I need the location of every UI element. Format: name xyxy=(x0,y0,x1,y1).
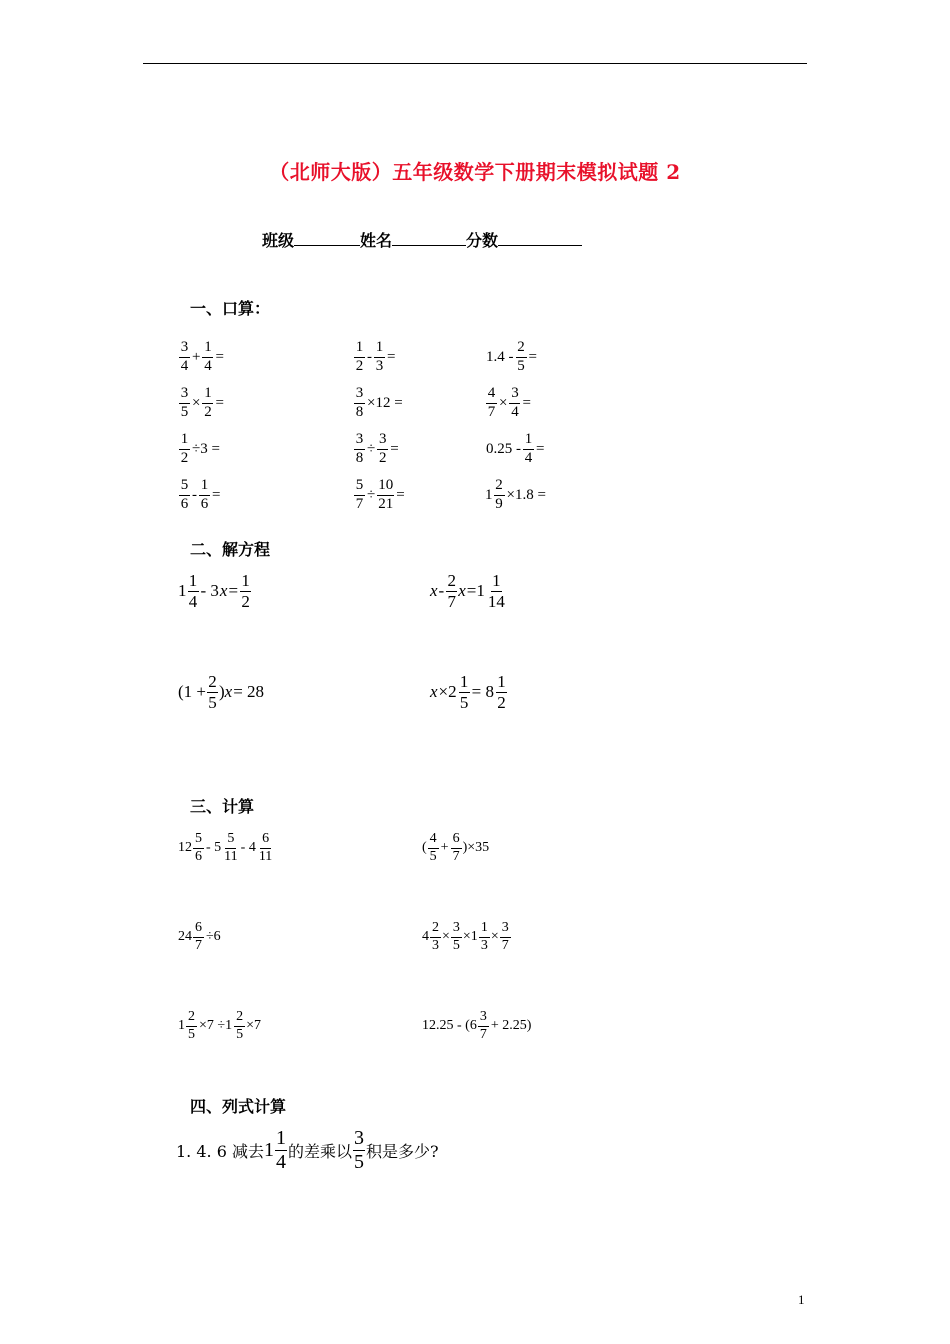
calc-item xyxy=(422,911,512,963)
math-term: 1 xyxy=(485,486,493,503)
word-problem-prefix: 1. 4. 6 减去 xyxy=(176,1141,264,1161)
denominator: 2 xyxy=(378,449,387,466)
fraction xyxy=(509,386,520,421)
numerator: 1 xyxy=(202,340,213,358)
calc-item xyxy=(178,911,222,963)
numerator: 2 xyxy=(447,570,456,590)
math-term: - 3 xyxy=(200,581,219,600)
equation-item xyxy=(178,666,265,718)
fraction xyxy=(275,1128,287,1173)
numerator: 5 xyxy=(354,478,365,496)
equation-item xyxy=(178,565,252,617)
denominator: 5 xyxy=(517,357,525,374)
math-term: = xyxy=(522,394,531,411)
math-term: )×35 xyxy=(462,840,490,855)
math-term: 4 xyxy=(422,929,429,944)
math-term: x xyxy=(430,682,438,701)
denominator: 7 xyxy=(447,591,456,611)
math-term: = xyxy=(387,348,396,365)
equation-item xyxy=(430,565,507,617)
math-term: ×7 xyxy=(246,1018,261,1033)
numerator: 1 xyxy=(241,570,250,590)
numerator: 3 xyxy=(179,386,190,404)
numerator: 3 xyxy=(377,432,388,450)
denominator: 3 xyxy=(480,937,488,953)
math-term: =1 xyxy=(466,581,485,600)
math-term: × xyxy=(192,394,201,411)
math-term: (1 + xyxy=(178,682,206,701)
fraction xyxy=(494,478,505,513)
numerator: 3 xyxy=(354,1126,364,1149)
oral-item xyxy=(353,469,406,521)
fraction xyxy=(446,572,457,611)
denominator: 14 xyxy=(487,591,505,611)
numerator: 2 xyxy=(208,671,217,691)
math-term: = xyxy=(215,348,224,365)
fraction xyxy=(377,432,388,467)
denominator: 5 xyxy=(429,848,437,864)
student-info-line xyxy=(262,228,582,251)
math-term: 1 xyxy=(178,1018,185,1033)
oral-item xyxy=(178,331,225,383)
math-term: = xyxy=(528,348,537,365)
equation-item xyxy=(430,666,508,718)
denominator: 7 xyxy=(355,495,364,512)
denominator: 5 xyxy=(180,403,189,420)
fraction xyxy=(179,340,190,375)
denominator: 4 xyxy=(275,1150,286,1173)
word-problem xyxy=(176,1124,439,1176)
oral-item xyxy=(353,331,396,383)
oral-item xyxy=(353,423,400,475)
numerator: 1 xyxy=(523,432,534,450)
numerator: 1 xyxy=(459,671,469,691)
math-term: - 5 xyxy=(206,840,222,855)
oral-item xyxy=(178,469,221,521)
math-term: - 4 xyxy=(240,840,256,855)
denominator: 4 xyxy=(180,357,189,374)
numerator: 1 xyxy=(188,570,198,590)
section-heading-oral: 一、口算： xyxy=(190,299,271,318)
page-number: 1 xyxy=(798,1292,805,1307)
denominator: 4 xyxy=(188,591,198,611)
fraction xyxy=(179,386,190,421)
math-term: × xyxy=(490,929,499,944)
numerator: 1 xyxy=(374,340,385,358)
numerator: 6 xyxy=(193,921,204,938)
fraction xyxy=(193,832,204,864)
math-term: × xyxy=(499,394,508,411)
oral-item xyxy=(353,377,404,429)
oral-item xyxy=(485,469,547,521)
math-term: x xyxy=(219,581,228,600)
fraction xyxy=(207,673,218,712)
math-term: 1.4 - xyxy=(486,348,514,365)
numerator: 3 xyxy=(500,921,511,938)
numerator: 4 xyxy=(428,832,439,849)
numerator: 1 xyxy=(179,432,190,450)
denominator: 5 xyxy=(354,1150,364,1173)
fraction xyxy=(354,386,365,421)
fraction xyxy=(199,478,210,513)
fraction xyxy=(428,832,439,864)
math-term: = xyxy=(215,394,224,411)
numerator: 3 xyxy=(509,386,520,404)
math-term: 12.25 - (6 xyxy=(422,1018,477,1033)
fraction xyxy=(516,340,527,375)
numerator: 2 xyxy=(234,1010,245,1027)
fraction xyxy=(188,572,199,611)
fraction xyxy=(478,1010,489,1042)
math-term: + 2.25) xyxy=(490,1018,532,1033)
numerator: 1 xyxy=(497,671,506,691)
math-term: - xyxy=(192,486,197,503)
fraction xyxy=(202,386,213,421)
math-term: ( xyxy=(422,840,427,855)
fraction xyxy=(479,921,490,953)
math-term: ÷ xyxy=(367,440,376,457)
math-term: ÷3 = xyxy=(192,440,220,457)
math-term: 0.25 - xyxy=(486,440,521,457)
denominator: 2 xyxy=(241,591,250,611)
math-term: 1 xyxy=(263,1138,274,1161)
class-label: 班级 xyxy=(262,231,295,250)
fraction xyxy=(451,832,462,864)
fraction xyxy=(179,478,190,513)
page-title: （北师大版）五年级数学下册期末模拟试题 2 xyxy=(269,160,681,184)
numerator: 3 xyxy=(179,340,190,358)
oral-item xyxy=(485,331,538,383)
calc-item xyxy=(178,1000,261,1052)
denominator: 5 xyxy=(236,1026,244,1042)
numerator: 6 xyxy=(451,832,462,849)
fraction xyxy=(486,386,497,421)
numerator: 1 xyxy=(354,340,365,358)
math-term: - xyxy=(367,348,372,365)
math-term: ×12 = xyxy=(367,394,403,411)
fraction xyxy=(430,921,441,953)
math-term: ×1.8 = xyxy=(506,486,546,503)
denominator: 11 xyxy=(224,848,238,864)
denominator: 7 xyxy=(479,1026,487,1042)
numerator: 3 xyxy=(478,1010,489,1027)
math-term: ×1 xyxy=(462,929,478,944)
math-term: ) xyxy=(219,682,225,701)
denominator: 5 xyxy=(208,692,217,712)
fraction xyxy=(258,832,273,864)
header-rule xyxy=(143,63,807,64)
denominator: 9 xyxy=(495,495,503,512)
numerator: 3 xyxy=(451,921,462,938)
denominator: 7 xyxy=(487,403,496,420)
numerator: 1 xyxy=(199,478,210,496)
denominator: 4 xyxy=(524,449,533,466)
math-term: ×7 ÷1 xyxy=(199,1018,233,1033)
denominator: 3 xyxy=(375,357,384,374)
section-heading-calculation: 三、计算 xyxy=(190,797,255,816)
denominator: 2 xyxy=(180,449,189,466)
word-problem-tail: 积是多少? xyxy=(366,1141,439,1161)
denominator: 7 xyxy=(501,937,509,953)
fraction xyxy=(500,921,511,953)
fraction xyxy=(353,1128,365,1173)
math-term: x xyxy=(458,581,466,600)
math-term: + xyxy=(192,348,201,365)
fraction xyxy=(374,340,385,375)
denominator: 3 xyxy=(432,937,439,953)
denominator: 6 xyxy=(200,495,209,512)
denominator: 4 xyxy=(511,403,519,420)
fraction xyxy=(377,478,394,513)
denominator: 7 xyxy=(452,848,460,864)
fraction xyxy=(459,673,470,712)
oral-item xyxy=(178,423,221,475)
numerator: 2 xyxy=(494,478,505,496)
denominator: 6 xyxy=(180,495,189,512)
numerator: 1 xyxy=(492,570,501,590)
oral-item xyxy=(485,423,545,475)
numerator: 1 xyxy=(202,386,213,404)
calc-item xyxy=(422,1000,532,1052)
denominator: 8 xyxy=(355,449,364,466)
denominator: 2 xyxy=(355,357,364,374)
numerator: 2 xyxy=(186,1010,197,1027)
fraction xyxy=(496,673,507,712)
calc-item xyxy=(422,822,489,874)
name-blank[interactable] xyxy=(392,231,466,246)
fraction xyxy=(354,478,365,513)
calc-item xyxy=(178,822,274,874)
math-term: ÷ xyxy=(367,486,376,503)
fraction xyxy=(179,432,190,467)
section-heading-equations: 二、解方程 xyxy=(190,540,271,559)
numerator: 4 xyxy=(486,386,497,404)
score-label: 分数 xyxy=(466,231,499,250)
score-blank[interactable] xyxy=(498,231,582,246)
fraction xyxy=(240,572,251,611)
math-term: 1 xyxy=(178,581,187,600)
denominator: 21 xyxy=(378,495,394,512)
math-term: = xyxy=(396,486,405,503)
fraction xyxy=(186,1010,197,1042)
denominator: 5 xyxy=(452,937,460,953)
numerator: 6 xyxy=(260,832,271,849)
math-term: x xyxy=(430,581,438,600)
math-term: = xyxy=(212,486,221,503)
fraction xyxy=(234,1010,245,1042)
math-term: = xyxy=(390,440,399,457)
fraction xyxy=(202,340,213,375)
denominator: 2 xyxy=(204,403,212,420)
numerator: 5 xyxy=(179,478,190,496)
name-label: 姓名 xyxy=(360,231,393,250)
numerator: 1 xyxy=(275,1126,286,1149)
numerator: 2 xyxy=(516,340,527,358)
numerator: 3 xyxy=(354,432,365,450)
numerator: 5 xyxy=(193,832,204,849)
fraction xyxy=(223,832,238,864)
denominator: 2 xyxy=(497,692,506,712)
oral-item xyxy=(485,377,532,429)
numerator: 1 xyxy=(479,921,490,938)
fraction xyxy=(193,921,204,953)
denominator: 11 xyxy=(258,848,273,864)
section-heading-word-problem: 四、列式计算 xyxy=(190,1097,287,1116)
word-problem-middle: 的差乘以 xyxy=(287,1141,352,1161)
fraction xyxy=(487,572,506,611)
denominator: 6 xyxy=(195,848,202,864)
math-term: = 8 xyxy=(471,682,494,701)
numerator: 3 xyxy=(354,386,365,404)
math-term: 24 xyxy=(178,929,192,944)
math-term: + xyxy=(440,840,449,855)
fraction xyxy=(451,921,462,953)
denominator: 7 xyxy=(195,937,202,953)
oral-item xyxy=(178,377,225,429)
math-term: ×2 xyxy=(438,682,457,701)
numerator: 5 xyxy=(225,832,236,849)
math-term: ÷6 xyxy=(206,929,221,944)
denominator: 5 xyxy=(188,1026,195,1042)
fraction xyxy=(354,432,365,467)
math-term: 12 xyxy=(178,840,192,855)
denominator: 5 xyxy=(459,692,469,712)
math-term: = xyxy=(228,581,239,600)
fraction xyxy=(354,340,365,375)
math-term: - xyxy=(438,581,445,600)
denominator: 8 xyxy=(355,403,364,420)
math-term: = 28 xyxy=(233,682,265,701)
numerator: 2 xyxy=(430,921,441,938)
math-term: x xyxy=(224,682,233,701)
math-term: × xyxy=(442,929,450,944)
numerator: 10 xyxy=(377,478,394,496)
fraction xyxy=(523,432,534,467)
class-blank[interactable] xyxy=(294,231,360,246)
denominator: 4 xyxy=(204,357,212,374)
math-term: = xyxy=(536,440,545,457)
